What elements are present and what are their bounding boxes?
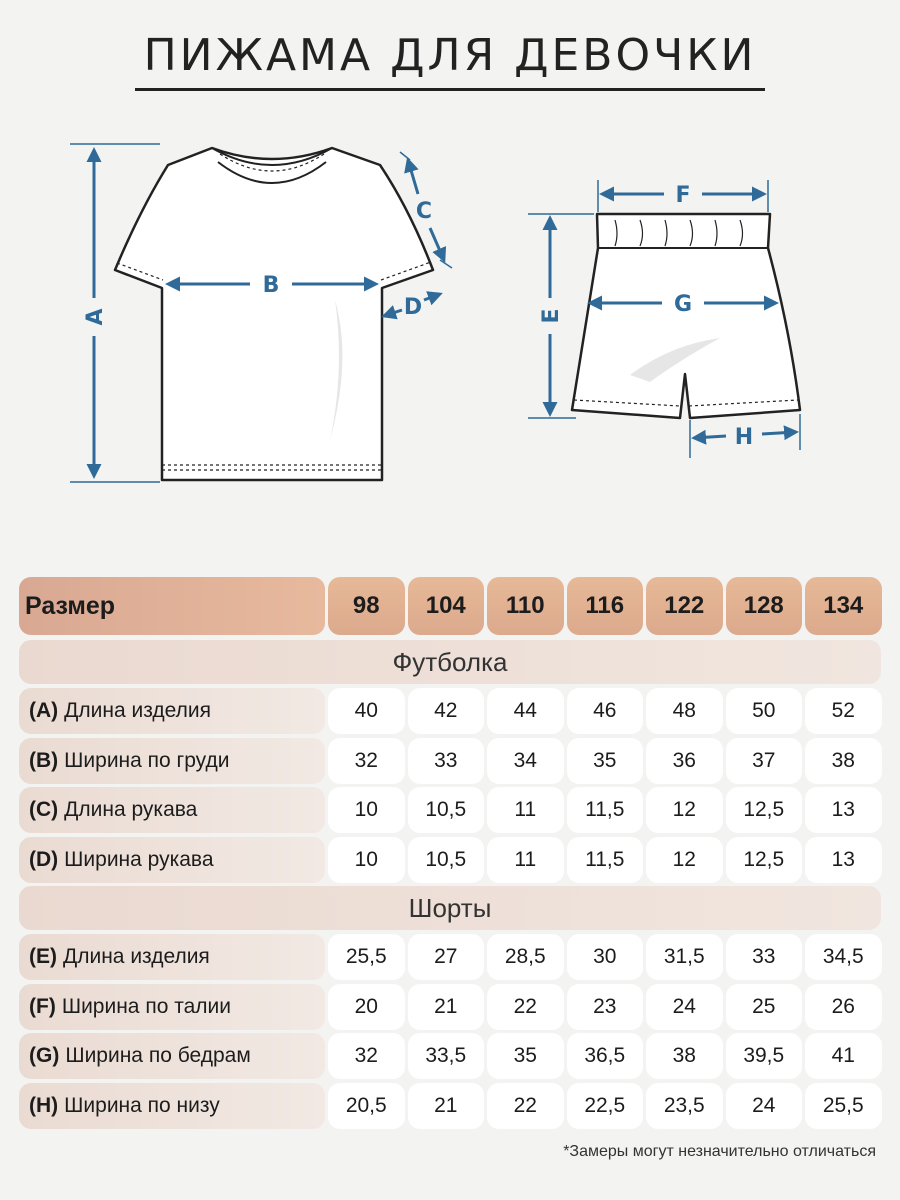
header-size-122: 122 [646,577,723,635]
value-cell: 36,5 [567,1033,644,1079]
value-cell: 10 [328,787,405,833]
header-size-98: 98 [328,577,405,635]
row-label [19,1033,325,1079]
row-code: (E) [29,945,57,968]
value-cell: 24 [646,984,723,1030]
row-label-text: Ширина по бедрам [65,1044,251,1067]
value-cell: 12,5 [726,787,803,833]
row-label [19,688,325,734]
value-cell: 10 [328,837,405,883]
row-code: (D) [29,847,59,871]
header-size-label: Размер [19,577,325,635]
value-cell: 38 [646,1033,723,1079]
value-cell: 38 [805,738,882,784]
value-cell: 30 [567,934,644,980]
row-code: (F) [29,994,56,1018]
value-cell: 44 [487,688,564,734]
header-size-116: 116 [567,577,644,635]
value-cell: 46 [567,688,644,734]
dim-label-f: F [675,183,691,208]
header-size-110: 110 [487,577,564,635]
section-title: Шорты [19,886,881,930]
value-cell: 36 [646,738,723,784]
dim-label-a: A [83,308,108,326]
value-cell: 23,5 [646,1083,723,1129]
value-cell: 25 [726,984,803,1030]
value-cell: 34,5 [805,934,882,980]
value-cell: 22 [487,1083,564,1129]
header-size-128: 128 [726,577,803,635]
page-title: ПИЖАМА ДЛЯ ДЕВОЧКИ [143,30,757,81]
row-code: (G) [29,1044,60,1067]
value-cell: 28,5 [487,934,564,980]
value-cell: 31,5 [646,934,723,980]
value-cell: 33,5 [408,1033,485,1079]
value-cell: 21 [408,984,485,1030]
value-cell: 27 [408,934,485,980]
dim-label-h: H [734,425,754,450]
row-label-text: Длина изделия [64,699,211,722]
value-cell: 25,5 [805,1083,882,1129]
value-cell: 40 [328,688,405,734]
value-cell: 23 [567,984,644,1030]
value-cell: 11 [487,837,564,883]
row-label-text: Ширина по груди [64,748,230,772]
value-cell: 21 [408,1083,485,1129]
value-cell: 41 [805,1033,882,1079]
value-cell: 11,5 [567,837,644,883]
value-cell: 11,5 [567,787,644,833]
value-cell: 50 [726,688,803,734]
row-code: (H) [29,1093,59,1117]
value-cell: 10,5 [408,837,485,883]
value-cell: 42 [408,688,485,734]
title-underline [135,88,765,91]
footnote: *Замеры могут незначительно отличаться [563,1143,876,1160]
value-cell: 33 [408,738,485,784]
dim-label-d: D [403,295,423,320]
row-label-text: Ширина по талии [61,994,231,1018]
row-label-text: Длина рукава [64,798,198,821]
section-title: Футболка [19,640,881,684]
row-code: (A) [29,699,59,722]
garment-diagram [0,120,900,500]
row-label [19,934,325,980]
value-cell: 11 [487,787,564,833]
row-label [19,837,325,883]
value-cell: 37 [726,738,803,784]
row-label [19,787,325,833]
value-cell: 26 [805,984,882,1030]
dim-label-c: C [415,199,433,224]
value-cell: 35 [487,1033,564,1079]
row-label [19,984,325,1030]
row-label-text: Ширина по низу [64,1093,220,1117]
value-cell: 32 [328,1033,405,1079]
row-label [19,1083,325,1129]
value-cell: 22 [487,984,564,1030]
row-code: (B) [29,748,59,772]
value-cell: 13 [805,787,882,833]
value-cell: 22,5 [567,1083,644,1129]
row-label [19,738,325,784]
value-cell: 20 [328,984,405,1030]
value-cell: 20,5 [328,1083,405,1129]
value-cell: 12,5 [726,837,803,883]
value-cell: 13 [805,837,882,883]
value-cell: 39,5 [726,1033,803,1079]
value-cell: 33 [726,934,803,980]
value-cell: 48 [646,688,723,734]
value-cell: 34 [487,738,564,784]
header-size-104: 104 [408,577,485,635]
value-cell: 25,5 [328,934,405,980]
value-cell: 12 [646,787,723,833]
row-label-text: Ширина рукава [64,847,214,871]
row-code: (C) [29,798,59,821]
dim-label-g: G [673,292,693,317]
value-cell: 10,5 [408,787,485,833]
dim-label-b: B [262,273,280,298]
value-cell: 32 [328,738,405,784]
dim-label-e: E [539,308,564,324]
value-cell: 24 [726,1083,803,1129]
row-label-text: Длина изделия [63,945,210,968]
header-size-134: 134 [805,577,882,635]
value-cell: 52 [805,688,882,734]
value-cell: 35 [567,738,644,784]
value-cell: 12 [646,837,723,883]
